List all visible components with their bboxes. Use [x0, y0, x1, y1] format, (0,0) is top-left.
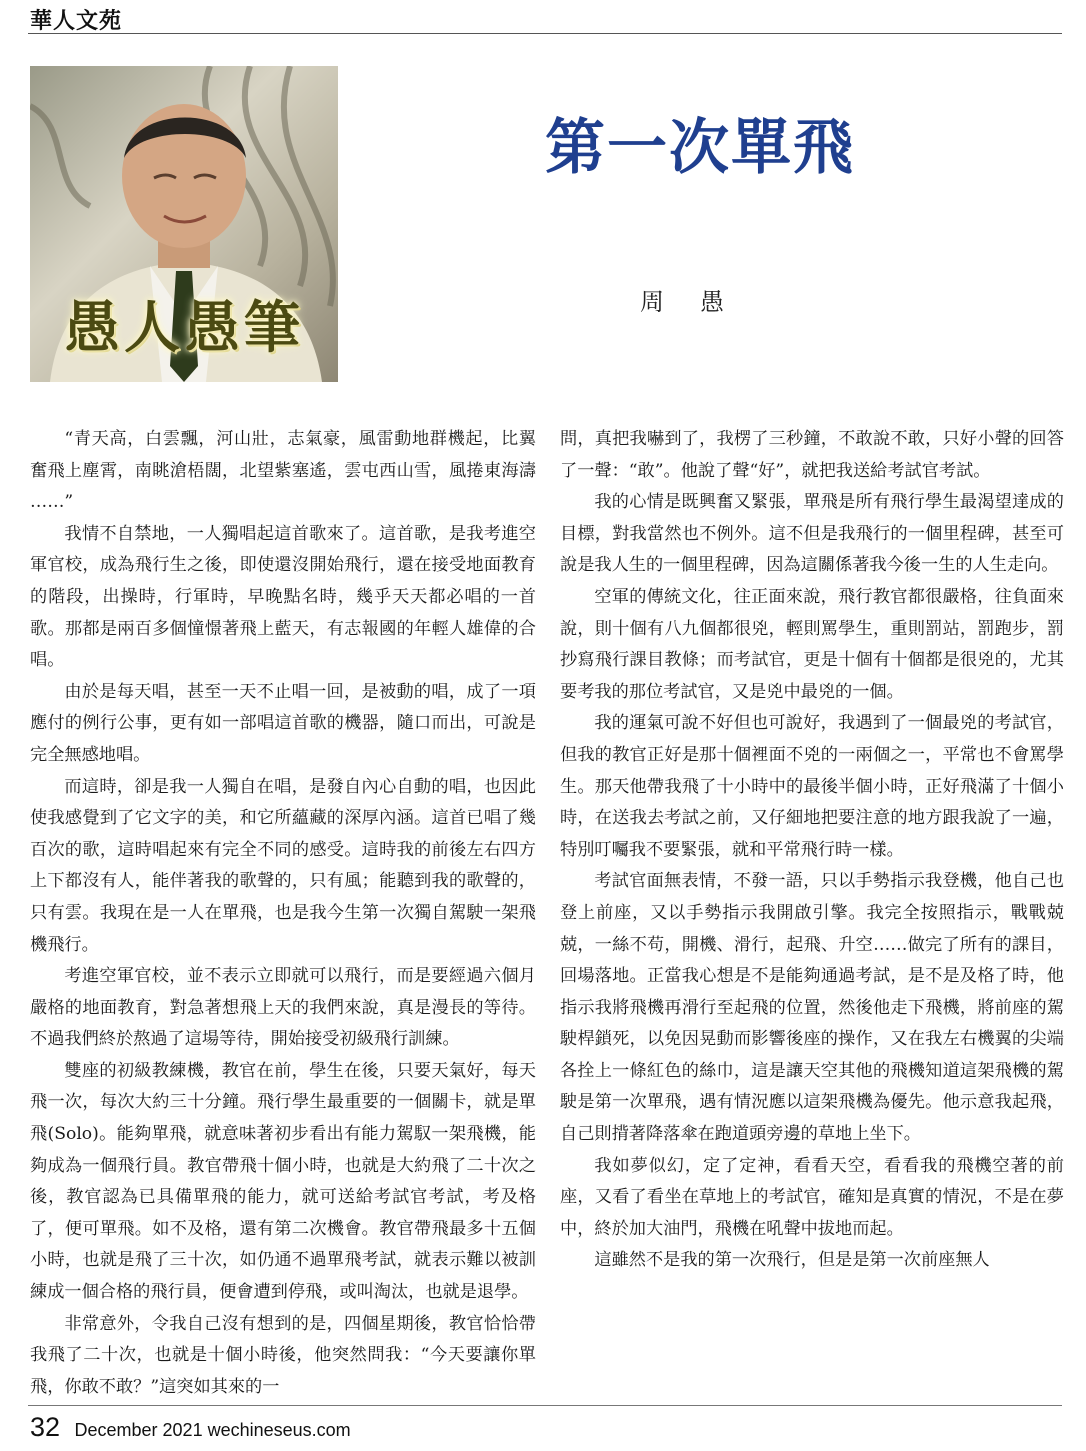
article-paragraph: 我如夢似幻，定了定神，看看天空，看看我的飛機空著的前座，又看了看坐在草地上的考試官，確知是真實的情況，不是在夢中，終於加大油門，飛機在吼聲中拔地而起。 [560, 1155, 1064, 1239]
header-divider [28, 33, 1062, 34]
article-paragraph: 我的心情是既興奮又緊張，單飛是所有飛行學生最渴望達成的目標，對我當然也不例外。這不但是我飛行的一個里程碑，甚至可說是我人生的一個里程碑，因為這關係著我今後一生的人生走向。 [560, 492, 1064, 576]
article-column-left [30, 424, 536, 1403]
article-paragraph: 這雖然不是我的第一次飛行，但是是第一次前座無人 [594, 1250, 990, 1271]
author-photo [30, 66, 338, 382]
article-paragraph: 而這時，卻是我一人獨自在唱，是發自內心自動的唱，也因此使我感覺到了它文字的美，和它所蘊藏的深厚內涵。這首已唱了幾百次的歌，這時唱起來有完全不同的感受。這時我的前後左右四方上下都沒有人，能伴著我的歌聲的，只有風；能聽到我的歌聲的，只有雲。我現在是一人在單飛，也是我今生第一次獨自駕駛一架飛機飛行。 [30, 776, 536, 955]
article-paragraph: 非常意外，令我自己沒有想到的是，四個星期後，教官恰恰帶我飛了二十次，也就是十個小時後，他突然問我：“今天要讓你單飛，你敢不敢？”這突如其來的一 [30, 1313, 536, 1397]
page-footer [30, 1412, 351, 1443]
section-header: 華人文苑 [30, 8, 123, 34]
article-paragraph: 問，真把我嚇到了，我楞了三秒鐘，不敢說不敢，只好小聲的回答了一聲：“敢”。他說了聲“好”，就把我送給考試官考試。 [560, 429, 1064, 481]
article-paragraph: 考試官面無表情，不發一語，只以手勢指示我登機，他自己也登上前座，又以手勢指示我開啟引擎。我完全按照指示，戰戰兢兢，一絲不苟，開機、滑行，起飛、升空……做完了所有的課目，回場落地。正當我心想是不是能夠通過考試，是不是及格了時，他指示我將飛機再滑行至起飛的位置，然後他走下飛機，將前座的駕駛桿鎖死，以免因晃動而影響後座的操作，又在我左右機翼的尖端各拴上一條紅色的絲巾，這是讓天空其他的飛機知道這架飛機的駕駛是第一次單飛，遇有情況應以這架飛機為優先。他示意我起飛，自己則揹著降落傘在跑道頭旁邊的草地上坐下。 [560, 871, 1064, 1145]
article-title: 第一次單飛 [545, 113, 855, 183]
article-column-right [560, 424, 1064, 1277]
article-author: 周愚 [640, 288, 760, 316]
page-number: 32 [30, 1412, 61, 1442]
article-paragraph: 考進空軍官校，並不表示立即就可以飛行，而是要經過六個月嚴格的地面教育，對急著想飛上天的我們來說，真是漫長的等待。不過我們終於熬過了這場等待，開始接受初級飛行訓練。 [30, 966, 536, 1050]
article-paragraph: 我情不自禁地，一人獨唱起這首歌來了。這首歌，是我考進空軍官校，成為飛行生之後，即使還沒開始飛行，還在接受地面教育的階段，出操時，行軍時，早晚點名時，幾乎天天都必唱的一首歌。那都是兩百多個憧憬著飛上藍天，有志報國的年輕人雄偉的合唱。 [30, 523, 536, 671]
article-paragraph: 我的運氣可說不好但也可說好，我遇到了一個最兇的考試官，但我的教官正好是那十個裡面不兇的一兩個之一，平常也不會罵學生。那天他帶我飛了十小時中的最後半個小時，正好飛滿了十個小時，在送我去考試之前，又仔細地把要注意的地方跟我說了一遍，特別叮囑我不要緊張，就和平常飛行時一樣。 [560, 713, 1064, 860]
photo-caption: 愚人愚筆 [64, 295, 304, 361]
article-paragraph: 雙座的初級教練機，教官在前，學生在後，只要天氣好，每天飛一次，每次大約三十分鐘。飛行學生最重要的一個關卡，就是單飛(Solo)。能夠單飛，就意味著初步看出有能力駕馭一架飛機，能夠成為一個飛行員。教官帶飛十個小時，也就是大約飛了二十次之後，教官認為已具備單飛的能力，就可送給考試官考試，考及格了，便可單飛。如不及格，還有第二次機會。教官帶飛最多十五個小時，也就是飛了三十次，如仍通不過單飛考試，就表示難以被訓練成一個合格的飛行員，便會遭到停飛，或叫淘汰，也就是退學。 [30, 1060, 536, 1303]
footer-divider [28, 1405, 1062, 1406]
article-paragraph: “青天高，白雲飄，河山壯，志氣豪，風雷動地群機起，比翼奮飛上塵霄，南眺滄梧闊，北望紫塞遙，雲屯西山雪，風捲東海濤 ……” [30, 429, 536, 513]
article-paragraph: 空軍的傳統文化，往正面來說，飛行教官都很嚴格，往負面來說，則十個有八九個都很兇，輕則罵學生，重則罰站，罰跑步，罰抄寫飛行課目教條；而考試官，更是十個有十個都是很兇的，尤其要考我的那位考試官，又是兇中最兇的一個。 [560, 586, 1064, 702]
publication-info: December 2021 wechineseus.com [74, 1420, 351, 1440]
article-paragraph: 由於是每天唱，甚至一天不止唱一回，是被動的唱，成了一項應付的例行公事，更有如一部唱這首歌的機器，隨口而出，可說是完全無感地唱。 [30, 681, 536, 765]
